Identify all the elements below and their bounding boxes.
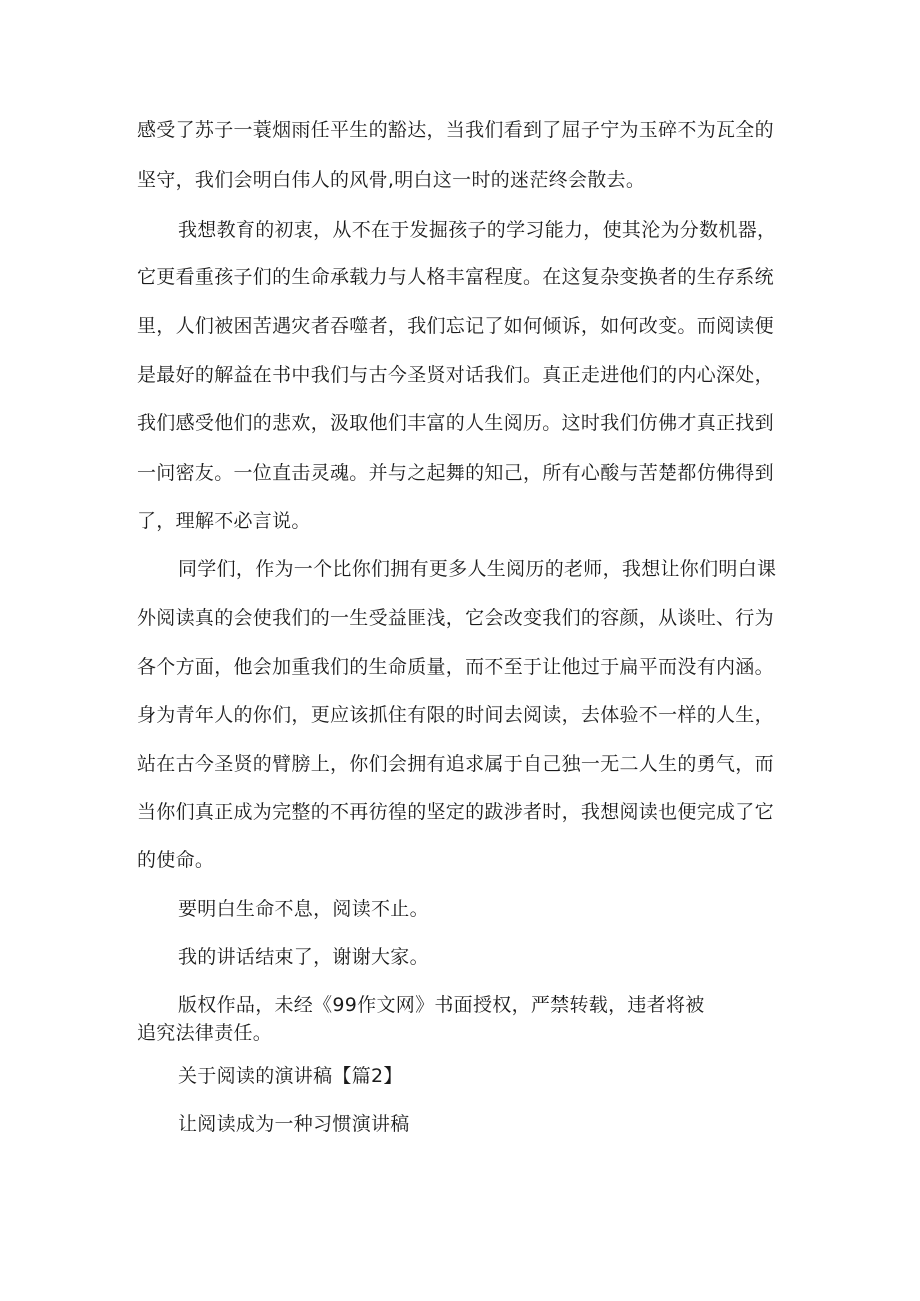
copyright-notice-line: 版权作品，未经《99作文网》书面授权，严禁转载，违者将被: [178, 994, 705, 1016]
paragraph-line: 一问密友。一位直击灵魂。并与之起舞的知己，所有心酸与苦楚都仿佛得到: [137, 462, 774, 484]
paragraph-line: 外阅读真的会使我们的一生受益匪浅，它会改变我们的容颜，从谈吐、行为: [137, 607, 774, 629]
paragraph-line: 我们感受他们的悲欢，汲取他们丰富的人生阅历。这时我们仿佛才真正找到: [137, 412, 774, 434]
paragraph-line: 要明白生命不息，阅读不止。: [178, 898, 429, 920]
paragraph-line: 站在古今圣贤的臂膀上，你们会拥有追求属于自己独一无二人生的勇气，而: [137, 753, 774, 775]
paragraph-line: 是最好的解益在书中我们与古今圣贤对话我们。真正走进他们的内心深处，: [137, 364, 774, 386]
paragraph-line: 的使命。: [137, 849, 215, 871]
paragraph-line: 里，人们被困苦遇灾者吞噬者，我们忘记了如何倾诉，如何改变。而阅读便: [137, 315, 774, 337]
paragraph-line: 同学们，作为一个比你们拥有更多人生阅历的老师，我想让你们明白课: [178, 558, 777, 580]
paragraph-line: 了，理解不必言说。: [137, 510, 311, 532]
paragraph-line: 我想教育的初衷，从不在于发掘孩子的学习能力，使其沦为分数机器，: [178, 219, 777, 241]
speech-title: 让阅读成为一种习惯演讲稿: [178, 1113, 410, 1135]
copyright-notice-line: 追究法律责任。: [137, 1022, 273, 1044]
paragraph-line: 坚守，我们会明白伟人的风骨,明白这一时的迷茫终会散去。: [137, 169, 646, 191]
paragraph-line: 我的讲话结束了，谢谢大家。: [178, 946, 429, 968]
paragraph-line: 它更看重孩子们的生命承载力与人格丰富程度。在这复杂变换者的生存系统: [137, 266, 774, 288]
paragraph-line: 各个方面，他会加重我们的生命质量，而不至于让他过于扁平而没有内涵。: [137, 656, 774, 678]
paragraph-line: 当你们真正成为完整的不再彷徨的坚定的跋涉者时，我想阅读也便完成了它: [137, 801, 774, 823]
paragraph-line: 感受了苏子一蓑烟雨任平生的豁达，当我们看到了屈子宁为玉碎不为瓦全的: [137, 119, 774, 141]
paragraph-line: 身为青年人的你们，更应该抓住有限的时间去阅读，去体验不一样的人生，: [137, 704, 774, 726]
section-heading: 关于阅读的演讲稿【篇2】: [178, 1065, 403, 1087]
